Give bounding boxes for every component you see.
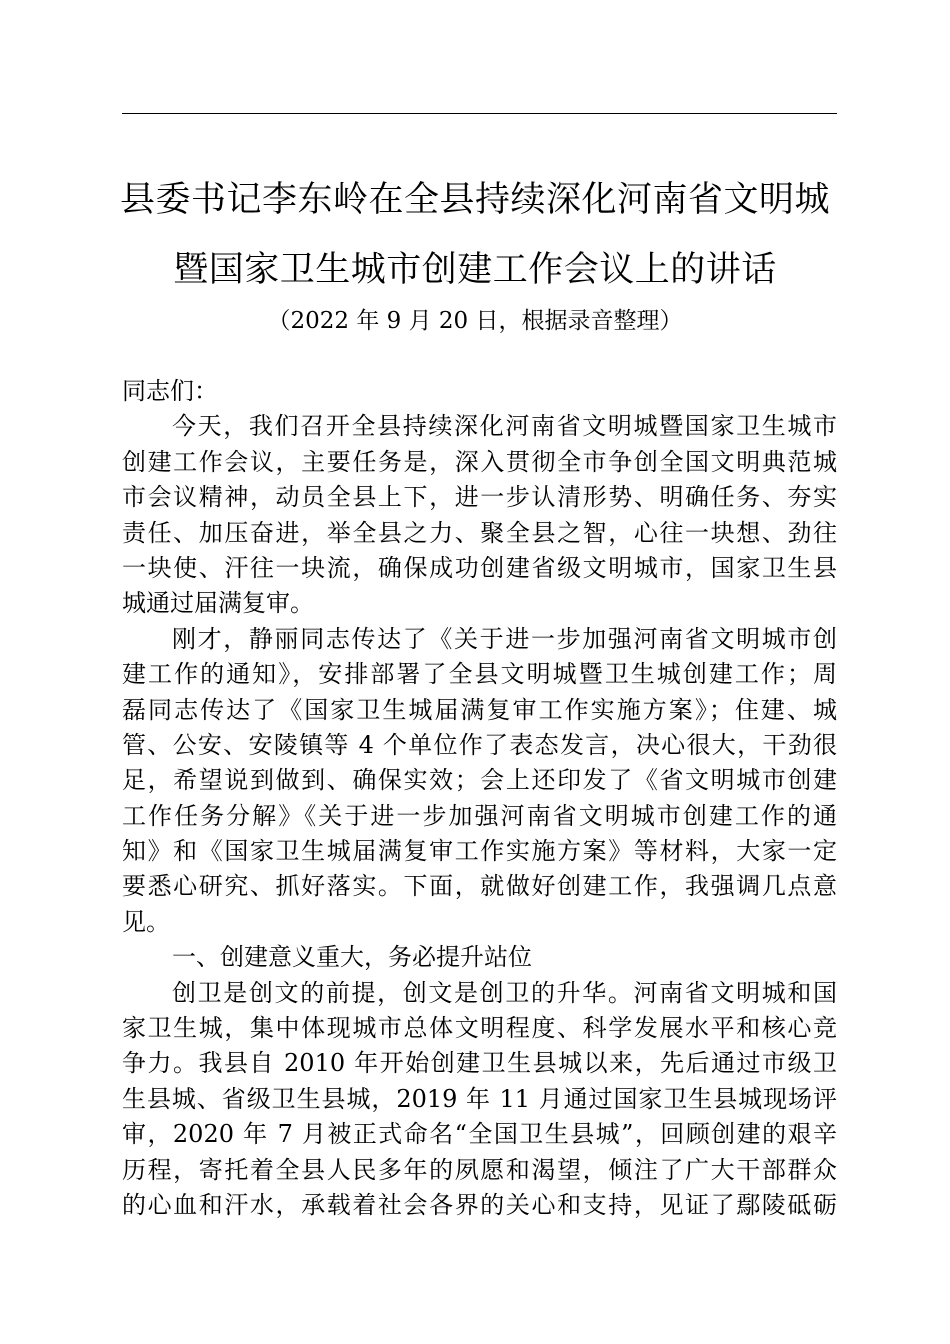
body-line: 建工作的通知》，安排部署了全县文明城暨卫生城创建工作；周: [122, 660, 837, 689]
body-line: 见。: [122, 907, 170, 936]
body-line: 的心血和汗水，承载着社会各界的关心和支持，见证了鄢陵砥砺: [122, 1190, 837, 1219]
body-line: 城通过届满复审。: [122, 589, 314, 618]
body-line: 家卫生城，集中体现城市总体文明程度、科学发展水平和核心竞: [122, 1014, 837, 1043]
body-line: 要悉心研究、抓好落实。下面，就做好创建工作，我强调几点意: [122, 872, 837, 901]
document-title-line-1: 县委书记李东岭在全县持续深化河南省文明城: [119, 180, 830, 220]
document-title-line-2: 暨国家卫生城市创建工作会议上的讲话: [173, 250, 777, 290]
body-line: 历程，寄托着全县人民多年的夙愿和渴望，倾注了广大干部群众: [122, 1155, 837, 1184]
body-line: 知》和《国家卫生城届满复审工作实施方案》等材料，大家一定: [122, 837, 837, 866]
section-heading: 一、创建意义重大，务必提升站位: [172, 943, 532, 972]
body-line: 生县城、省级卫生县城，2019 年 11 月通过国家卫生县城现场评: [122, 1084, 837, 1113]
salutation: 同志们：: [122, 377, 218, 405]
body-line: 足，希望说到做到、确保实效；会上还印发了《省文明城市创建: [122, 766, 837, 795]
body-line: 争力。我县自 2010 年开始创建卫生县城以来，先后通过市级卫: [122, 1049, 837, 1078]
body-line: 工作任务分解》《关于进一步加强河南省文明城市创建工作的通: [122, 801, 837, 830]
body-line: 审，2020 年 7 月被正式命名“全国卫生县城”，回顾创建的艰辛: [122, 1120, 837, 1149]
body-line: 磊同志传达了《国家卫生城届满复审工作实施方案》；住建、城: [122, 695, 837, 724]
document-subtitle: （2022 年 9 月 20 日，根据录音整理）: [267, 308, 683, 334]
body-line: 创卫是创文的前提，创文是创卫的升华。河南省文明城和国: [172, 978, 837, 1007]
body-line: 管、公安、安陵镇等 4 个单位作了表态发言，决心很大，干劲很: [122, 730, 837, 759]
header-rule: [122, 113, 837, 114]
body-line: 市会议精神，动员全县上下，进一步认清形势、明确任务、夯实: [122, 483, 837, 512]
document-body: [122, 374, 837, 1223]
body-line: 责任、加压奋进，举全县之力、聚全县之智，心往一块想、劲往: [122, 518, 837, 547]
body-line: 一块使、汗往一块流，确保成功创建省级文明城市，国家卫生县: [122, 553, 837, 582]
body-line: 创建工作会议，主要任务是，深入贯彻全市争创全国文明典范城: [122, 447, 837, 476]
body-line: 刚才，静丽同志传达了《关于进一步加强河南省文明城市创: [172, 624, 837, 653]
body-line: 今天，我们召开全县持续深化河南省文明城暨国家卫生城市: [172, 412, 837, 441]
